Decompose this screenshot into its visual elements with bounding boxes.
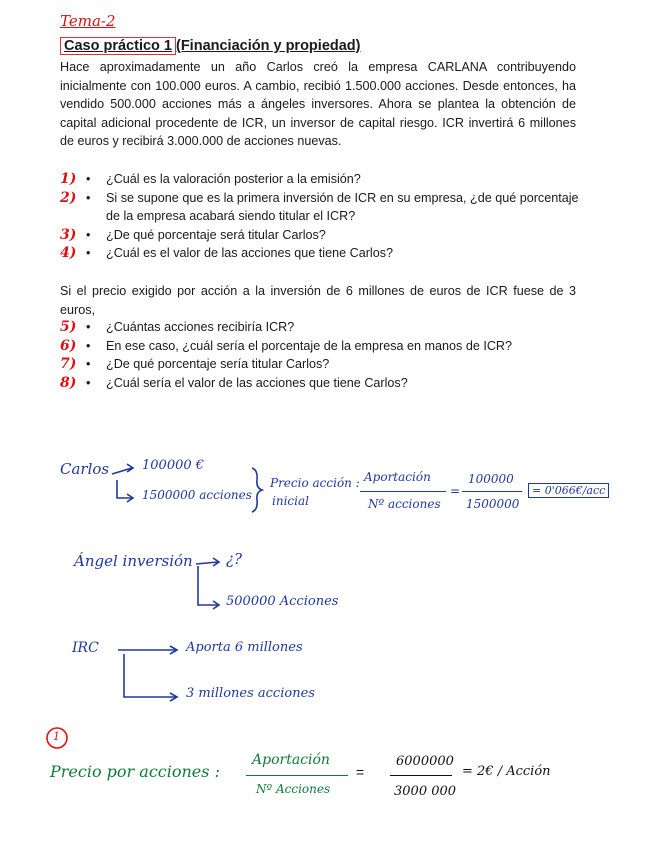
answer-eq: = bbox=[356, 764, 365, 780]
note-eq: = bbox=[450, 484, 461, 498]
irc-arrows bbox=[118, 646, 177, 701]
answer-frac-line-2 bbox=[390, 775, 452, 776]
note-num-value: 100000 bbox=[468, 472, 514, 486]
bullet: • bbox=[86, 338, 91, 353]
answer-num-value: 6000000 bbox=[396, 754, 454, 769]
question-text: ¿Cuál sería el valor de las acciones que tiene Carlos? bbox=[106, 375, 408, 390]
case-title-boxed: Caso práctico 1 bbox=[60, 37, 176, 55]
answer-den-label: Nº Acciones bbox=[256, 782, 331, 796]
topic-heading: Tema-2 bbox=[60, 12, 116, 30]
bullet: • bbox=[86, 172, 91, 186]
case-title-rest: (Financiación y propiedad) bbox=[176, 38, 361, 54]
case-intro-2: Si el precio exigido por acción a la inversión de 6 millones de euros de ICR fuese de 3 euros, bbox=[60, 284, 576, 317]
note-angel-label: Ángel inversión bbox=[74, 552, 193, 570]
question-text: ¿Cuál es el valor de las acciones que tiene Carlos? bbox=[106, 246, 394, 261]
note-carlos-label: Carlos bbox=[60, 460, 110, 478]
question-number: 5) bbox=[60, 319, 77, 335]
carlos-brace bbox=[252, 468, 262, 512]
question-number: 2) bbox=[60, 189, 77, 206]
question-text: En ese caso, ¿cuál sería el porcentaje de la empresa en manos de ICR? bbox=[106, 338, 513, 353]
note-price-label-2: inicial bbox=[272, 494, 309, 508]
note-den-value: 1500000 bbox=[466, 497, 520, 511]
note-carlos-amount: 100000 € bbox=[142, 458, 205, 473]
note-result bbox=[528, 484, 609, 497]
question-text: ¿Cuántas acciones recibiría ICR? bbox=[106, 320, 295, 334]
bullet: • bbox=[86, 375, 91, 390]
note-result-box: = 0'066€/acc bbox=[528, 483, 609, 498]
bullet: • bbox=[86, 320, 91, 334]
question-number: 1) bbox=[60, 171, 77, 187]
note-irc-aporta: Aporta 6 millones bbox=[186, 640, 303, 655]
note-price-label: Precio acción : bbox=[270, 476, 360, 490]
note-angel-question: ¿? bbox=[226, 550, 243, 568]
note-irc-acciones: 3 millones acciones bbox=[186, 686, 315, 701]
note-irc-label: IRC bbox=[72, 640, 99, 656]
bullet: • bbox=[86, 246, 91, 261]
note-angel-shares: 500000 Acciones bbox=[226, 594, 339, 609]
note-frac-line bbox=[360, 491, 446, 492]
angel-arrows bbox=[196, 558, 219, 609]
case-intro: Hace aproximadamente un año Carlos creó la empresa CARLANA contribuyendo inicialmente con 100.000 euros. A cambio, recibió 1.500.000 acciones. Desde entonces, ha vendido 500.000 acciones más a ángeles inversores. Ahora se plantea la obtención de capital adicional procedente de ICR, un inversor de capital riesgo. ICR invertirá 6 millones de euros y recibirá 3.000.000 de acciones nuevas. bbox=[60, 60, 576, 149]
question-text: ¿De qué porcentaje sería titular Carlos? bbox=[106, 357, 330, 372]
question-number: 7) bbox=[60, 356, 77, 373]
bullet: • bbox=[86, 190, 91, 205]
answer-number: 1 bbox=[53, 730, 60, 743]
question-number: 6) bbox=[60, 337, 77, 354]
answer-result: = 2€ / Acción bbox=[462, 764, 551, 779]
answer-frac-line bbox=[246, 775, 348, 776]
question-number: 8) bbox=[60, 374, 77, 391]
question-number: 3) bbox=[60, 226, 77, 243]
question-text: ¿De qué porcentaje será titular Carlos? bbox=[106, 227, 326, 242]
note-frac-den-label: Nº acciones bbox=[368, 497, 441, 511]
note-frac-num-label: Aportación bbox=[364, 470, 431, 484]
carlos-arrows bbox=[112, 464, 133, 502]
note-carlos-shares: 1500000 acciones bbox=[142, 488, 252, 502]
answer-den-value: 3000 000 bbox=[394, 784, 457, 799]
bullet: • bbox=[86, 227, 91, 242]
question-text: ¿Cuál es la valoración posterior a la emisión? bbox=[106, 172, 361, 186]
answer-num-label: Aportación bbox=[252, 752, 330, 768]
question-text: Si se supone que es la primera inversión de ICR en su empresa, ¿de qué porcentaje de la empresa acabará siendo titular el ICR? bbox=[106, 190, 579, 224]
question-number: 4) bbox=[60, 245, 77, 262]
note-frac-line-2 bbox=[462, 491, 522, 492]
answer-label: Precio por acciones : bbox=[50, 762, 220, 781]
bullet: • bbox=[86, 357, 91, 372]
